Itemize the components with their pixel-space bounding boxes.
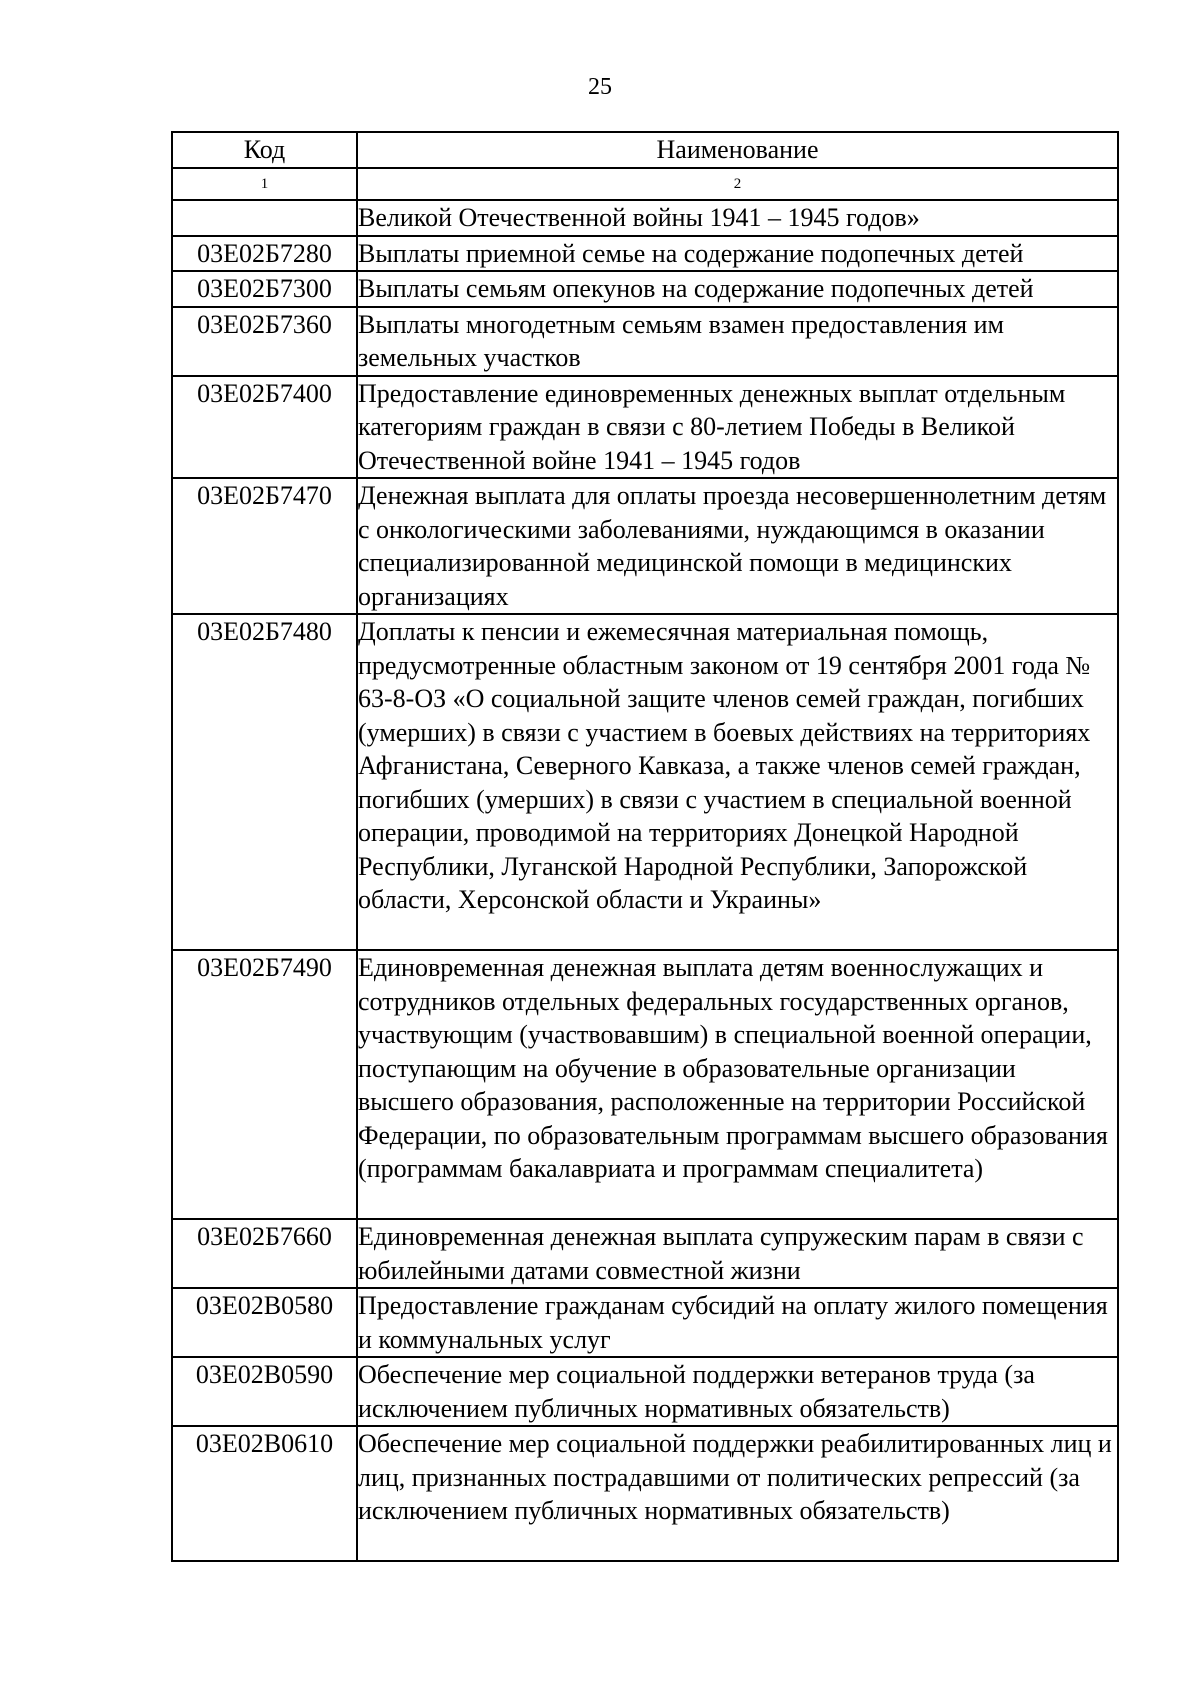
table-row <box>172 200 1118 236</box>
row-name: Единовременная денежная выплата супружеским парам в связи с юбилейными датами совместной жизни <box>357 1219 1118 1288</box>
table-row <box>172 307 1118 376</box>
column-number-code: 1 <box>172 168 357 200</box>
table-row <box>172 271 1118 307</box>
table-row <box>172 950 1118 1219</box>
table-row <box>172 614 1118 950</box>
table-row <box>172 1288 1118 1357</box>
row-code: 03Е02Б7360 <box>172 307 357 376</box>
table-row <box>172 236 1118 272</box>
row-name: Выплаты семьям опекунов на содержание подопечных детей <box>357 271 1118 307</box>
row-name: Денежная выплата для оплаты проезда несовершеннолетним детям с онкологическими заболеваниями, нуждающимся в оказании специализированной медицинской помощи в медицинских организациях <box>357 478 1118 614</box>
page-number: 25 <box>588 74 612 100</box>
row-code <box>172 200 357 236</box>
table-row <box>172 1426 1118 1561</box>
row-code: 03Е02Б7480 <box>172 614 357 950</box>
row-name: Предоставление единовременных денежных выплат отдельным категориям граждан в связи с 80-летием Победы в Великой Отечественной войне 1941 – 1945 годов <box>357 376 1118 479</box>
row-code: 03Е02Б7400 <box>172 376 357 479</box>
row-code: 03Е02Б7300 <box>172 271 357 307</box>
table-row <box>172 478 1118 614</box>
row-name: Предоставление гражданам субсидий на оплату жилого помещения и коммунальных услуг <box>357 1288 1118 1357</box>
row-code: 03Е02В0580 <box>172 1288 357 1357</box>
table-header-row <box>172 132 1118 168</box>
table-row <box>172 1357 1118 1426</box>
row-name: Единовременная денежная выплата детям военнослужащих и сотрудников отдельных федеральных государственных органов, участвующим (участвовавшим) в специальной военной операции, поступающим на обучение в образовательные организации высшего образования, расположенные на территории Российской Федерации, по образовательным программам высшего образования (программам бакалавриата и программам специалитета) <box>357 950 1118 1219</box>
row-code: 03Е02Б7490 <box>172 950 357 1219</box>
codes-table <box>171 131 1119 1562</box>
row-name: Обеспечение мер социальной поддержки реабилитированных лиц и лиц, признанных пострадавшими от политических репрессий (за исключением публичных нормативных обязательств) <box>357 1426 1118 1561</box>
row-name: Выплаты приемной семье на содержание подопечных детей <box>357 236 1118 272</box>
column-number-name: 2 <box>357 168 1118 200</box>
row-name: Выплаты многодетным семьям взамен предоставления им земельных участков <box>357 307 1118 376</box>
row-code: 03Е02В0590 <box>172 1357 357 1426</box>
column-number-row <box>172 168 1118 200</box>
table-row <box>172 376 1118 479</box>
header-code: Код <box>172 132 357 168</box>
row-name: Великой Отечественной войны 1941 – 1945 годов» <box>357 200 1118 236</box>
table-row <box>172 1219 1118 1288</box>
row-code: 03Е02В0610 <box>172 1426 357 1561</box>
row-name: Доплаты к пенсии и ежемесячная материальная помощь, предусмотренные областным законом от 19 сентября 2001 года № 63-8-ОЗ «О социальной защите членов семей граждан, погибших (умерших) в связи с участием в боевых действиях на территориях Афганистана, Северного Кавказа, а также членов семей граждан, погибших (умерших) в связи с участием в специальной военной операции, проводимой на территориях Донецкой Народной Республики, Луганской Народной Республики, Запорожской области, Херсонской области и Украины» <box>357 614 1118 950</box>
row-code: 03Е02Б7280 <box>172 236 357 272</box>
header-name: Наименование <box>357 132 1118 168</box>
row-code: 03Е02Б7660 <box>172 1219 357 1288</box>
row-code: 03Е02Б7470 <box>172 478 357 614</box>
row-name: Обеспечение мер социальной поддержки ветеранов труда (за исключением публичных нормативных обязательств) <box>357 1357 1118 1426</box>
